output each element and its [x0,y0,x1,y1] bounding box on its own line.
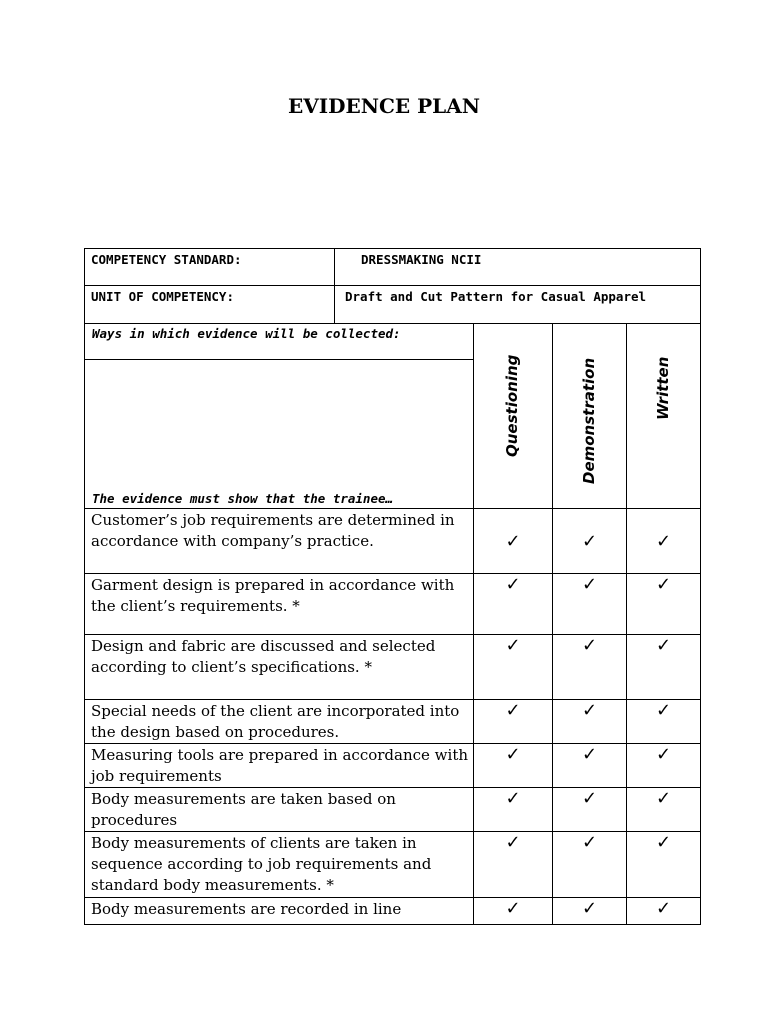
check-mark: ✓ [627,509,701,574]
check-mark: ✓ [627,832,701,898]
check-mark: ✓ [553,744,627,788]
ways-label: Ways in which evidence will be collected: [92,326,401,341]
check-mark: ✓ [474,574,553,635]
check-mark: ✓ [553,574,627,635]
criterion-text: Body measurements of clients are taken in sequence according to job requirements and standard body measurements. * [85,832,474,898]
method-header-questioning [474,324,553,509]
check-mark: ✓ [627,898,701,925]
table-row [85,744,701,788]
table-row [85,788,701,832]
evidence-plan-table [84,248,701,925]
check-mark: ✓ [553,635,627,700]
method-header-demonstration [553,324,627,509]
criterion-text: Design and fabric are discussed and selected according to client’s specifications. * [85,635,474,700]
check-mark: ✓ [474,832,553,898]
criterion-text: Garment design is prepared in accordance with the client’s requirements. * [85,574,474,635]
criterion-text: Customer’s job requirements are determined in accordance with company’s practice. [85,509,474,574]
check-mark: ✓ [474,635,553,700]
check-mark: ✓ [627,700,701,744]
table-row [85,700,701,744]
check-mark: ✓ [553,700,627,744]
divider [85,359,473,360]
check-mark: ✓ [627,574,701,635]
check-mark: ✓ [553,898,627,925]
method-label: Demonstration [579,357,598,484]
check-mark: ✓ [474,744,553,788]
competency-standard-value: DRESSMAKING NCII [335,249,701,286]
table-row [85,509,701,574]
check-mark: ✓ [553,509,627,574]
competency-standard-label: COMPETENCY STANDARD: [85,249,335,286]
check-mark: ✓ [553,788,627,832]
unit-of-competency-value: Draft and Cut Pattern for Casual Apparel [335,286,701,324]
check-mark: ✓ [627,744,701,788]
method-header-written [627,324,701,509]
check-mark: ✓ [474,509,553,574]
ways-cell [85,324,474,509]
method-label: Written [653,356,672,420]
competency-standard-row [85,249,701,286]
table-row [85,832,701,898]
page-title: EVIDENCE PLAN [287,94,480,118]
method-label: Questioning [503,354,521,457]
check-mark: ✓ [627,788,701,832]
trainee-label: The evidence must show that the trainee… [92,491,394,506]
check-mark: ✓ [627,635,701,700]
check-mark: ✓ [553,832,627,898]
check-mark: ✓ [474,700,553,744]
criterion-text: Special needs of the client are incorporated into the design based on procedures. [85,700,474,744]
criterion-text: Measuring tools are prepared in accordance with job requirements [85,744,474,788]
check-mark: ✓ [474,788,553,832]
table-row [85,574,701,635]
check-mark: ✓ [474,898,553,925]
criterion-text: Body measurements are recorded in line [85,898,474,925]
unit-of-competency-row [85,286,701,324]
unit-of-competency-label: UNIT OF COMPETENCY: [85,286,335,324]
table-row [85,898,701,925]
methods-header-row [85,324,701,509]
table-row [85,635,701,700]
criterion-text: Body measurements are taken based on procedures [85,788,474,832]
